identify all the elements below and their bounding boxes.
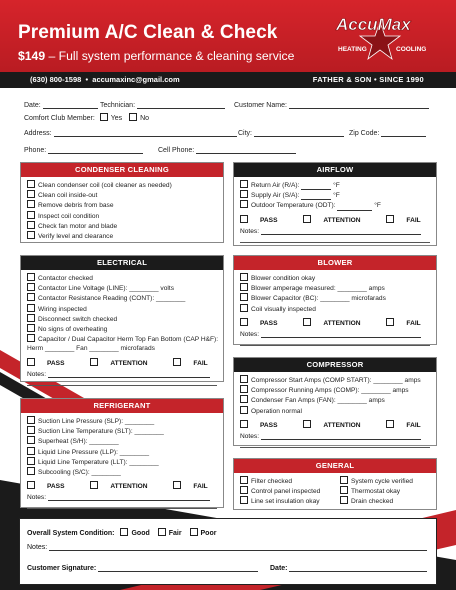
pass-fail-row [240,318,430,327]
pass-fail-row [240,215,430,224]
technician-field[interactable]: Technician: [100,100,225,109]
airflow-section [233,162,437,246]
checklist-item[interactable]: Line set insulation okay [240,496,340,506]
checklist-item[interactable]: Contactor checked [27,273,217,283]
section-title: REFRIGERANT [21,399,223,413]
overall-condition-row: Overall System Condition: Good Fair Poor [27,530,217,537]
checklist-item[interactable]: Condenser Fan Amps (FAN): ________ amps [240,395,430,405]
checklist-item[interactable]: Outdoor Temperature (ODT): °F [240,200,430,210]
notes-field[interactable]: Notes: [240,433,430,440]
checklist-item[interactable]: Contactor Line Voltage (LINE): ________ volts [27,283,217,293]
subtitle-text: – Full system performance & cleaning service [48,49,295,63]
notes-field[interactable]: Notes: [27,494,217,501]
checklist-item[interactable]: Remove debris from base [27,200,217,210]
checklist-item[interactable]: Supply Air (S/A): °F [240,190,430,200]
zip-field[interactable]: Zip Code: [349,128,426,137]
poor-option[interactable]: Poor [190,530,217,537]
checklist-item[interactable]: Superheat (S/H): ________ [27,436,217,446]
checklist-item[interactable]: System cycle verified [340,476,413,486]
section-title: AIRFLOW [234,163,436,177]
final-notes-field[interactable]: Notes: [27,542,427,551]
fail-option[interactable]: FAIL [386,217,432,224]
checklist-item[interactable]: Control panel inspected [240,486,340,496]
notes-line[interactable] [27,508,217,509]
condenser-cleaning-section [20,162,224,243]
signature-date-field[interactable]: Date: [270,563,427,572]
checklist-item[interactable]: Clean condenser coil (coil cleaner as needed) [27,180,217,190]
cell-phone-field[interactable]: Cell Phone: [158,145,296,154]
checklist-item[interactable]: Clean coil inside-out [27,190,217,200]
address-field[interactable]: Address: [24,128,237,137]
section-title: GENERAL [234,459,436,473]
pass-option[interactable]: PASS [240,320,289,327]
checklist-item[interactable]: No signs of overheating [27,324,217,334]
notes-field[interactable]: Notes: [240,228,430,235]
checklist-item[interactable]: Wiring inspected [27,304,217,314]
general-section [233,458,437,510]
checklist-item[interactable]: Blower condition okay [240,273,430,283]
checklist-item[interactable]: Liquid Line Temperature (LLT): ________ [27,457,217,467]
comfort-club-field: Comfort Club Member: Yes No [24,115,150,122]
pass-option[interactable]: PASS [240,422,289,429]
section-title: BLOWER [234,256,436,270]
checklist-item[interactable]: Suction Line Temperature (SLT): ________ [27,426,217,436]
page-subtitle [18,49,294,63]
fail-option[interactable]: FAIL [386,422,432,429]
checklist-item[interactable]: Blower Capacitor (BC): ________ microfarads [240,293,430,303]
checklist-item[interactable]: Filter checked [240,476,340,486]
checklist-item[interactable]: Operation normal [240,406,430,416]
pass-option[interactable]: PASS [240,217,289,224]
section-title: CONDENSER CLEANING [21,163,223,177]
pass-fail-row [27,358,217,367]
slogan: FATHER & SON • SINCE 1990 [312,75,424,84]
pass-fail-row [27,481,217,490]
capacitor-line[interactable]: Herm ________ Fan ________ microfarads [27,345,155,353]
checklist-item[interactable]: Subcooling (S/C): ________ [27,467,217,477]
notes-line[interactable] [240,345,430,346]
contact-info: (630) 800-1598 • accumaxinc@gmail.com [30,75,180,84]
checklist-item[interactable]: Thermostat okay [340,486,413,496]
phone-field[interactable]: Phone: [24,145,143,154]
checklist-item[interactable]: Check fan motor and blade [27,221,217,231]
fail-option[interactable]: FAIL [386,320,432,327]
checklist-item[interactable]: Compressor Running Amps (COMP): ________ amps [240,385,430,395]
fail-option[interactable]: FAIL [173,483,219,490]
svg-text:COOLING: COOLING [396,46,427,53]
notes-line[interactable] [240,447,430,448]
attention-option[interactable]: ATTENTION [90,360,159,367]
checklist-item[interactable]: Liquid Line Pressure (LLP): ________ [27,447,217,457]
notes-line[interactable] [240,242,430,243]
checklist-item[interactable]: Capacitor / Dual Capacitor Herm Top Fan Bottom (CAP H&F): [27,334,217,344]
phone-number: (630) 800-1598 [30,75,82,84]
attention-option[interactable]: ATTENTION [303,217,372,224]
overall-condition-section [19,518,437,585]
checklist-item[interactable]: Coil visually inspected [240,304,430,314]
attention-option[interactable]: ATTENTION [303,422,372,429]
attention-option[interactable]: ATTENTION [90,483,159,490]
email-address: accumaxinc@gmail.com [92,75,180,84]
city-field[interactable]: City: [238,128,344,137]
good-option[interactable]: Good [120,530,149,537]
pass-option[interactable]: PASS [27,360,76,367]
pass-option[interactable]: PASS [27,483,76,490]
yes-checkbox[interactable] [100,113,108,121]
checklist-item[interactable]: Verify level and clearance [27,231,217,241]
checklist-item[interactable]: Suction Line Pressure (SLP): ________ [27,416,217,426]
blower-section [233,255,437,345]
checklist-item[interactable]: Return Air (R/A): °F [240,180,430,190]
price: $149 [18,49,46,63]
customer-name-field[interactable]: Customer Name: [234,100,429,109]
checklist-item[interactable]: Drain checked [340,496,413,506]
pass-fail-row [240,420,430,429]
no-checkbox[interactable] [129,113,137,121]
section-title: COMPRESSOR [234,358,436,372]
checklist-item[interactable]: Compressor Start Amps (COMP START): ________ amps [240,375,430,385]
notes-line[interactable] [27,385,217,386]
fair-option[interactable]: Fair [158,530,182,537]
page-title: Premium A/C Clean & Check [18,22,278,43]
attention-option[interactable]: ATTENTION [303,320,372,327]
checklist-item[interactable]: Blower amperage measured: ________ amps [240,283,430,293]
customer-signature-field[interactable]: Customer Signature: [27,563,258,572]
notes-field[interactable]: Notes: [27,371,217,378]
compressor-section [233,357,437,446]
section-title: ELECTRICAL [21,256,223,270]
svg-text:HEATING: HEATING [338,46,367,53]
checklist-item[interactable]: Inspect coil condition [27,211,217,221]
refrigerant-section [20,398,224,508]
date-field[interactable]: Date: [24,100,98,109]
svg-text:AccuMax: AccuMax [336,15,411,34]
accumax-logo [332,10,428,64]
checklist-item[interactable]: Disconnect switch checked [27,314,217,324]
notes-field[interactable]: Notes: [240,331,430,338]
fail-option[interactable]: FAIL [173,360,219,367]
electrical-section [20,255,224,382]
checklist-item[interactable]: Contactor Resistance Reading (CONT): ________ [27,293,217,303]
